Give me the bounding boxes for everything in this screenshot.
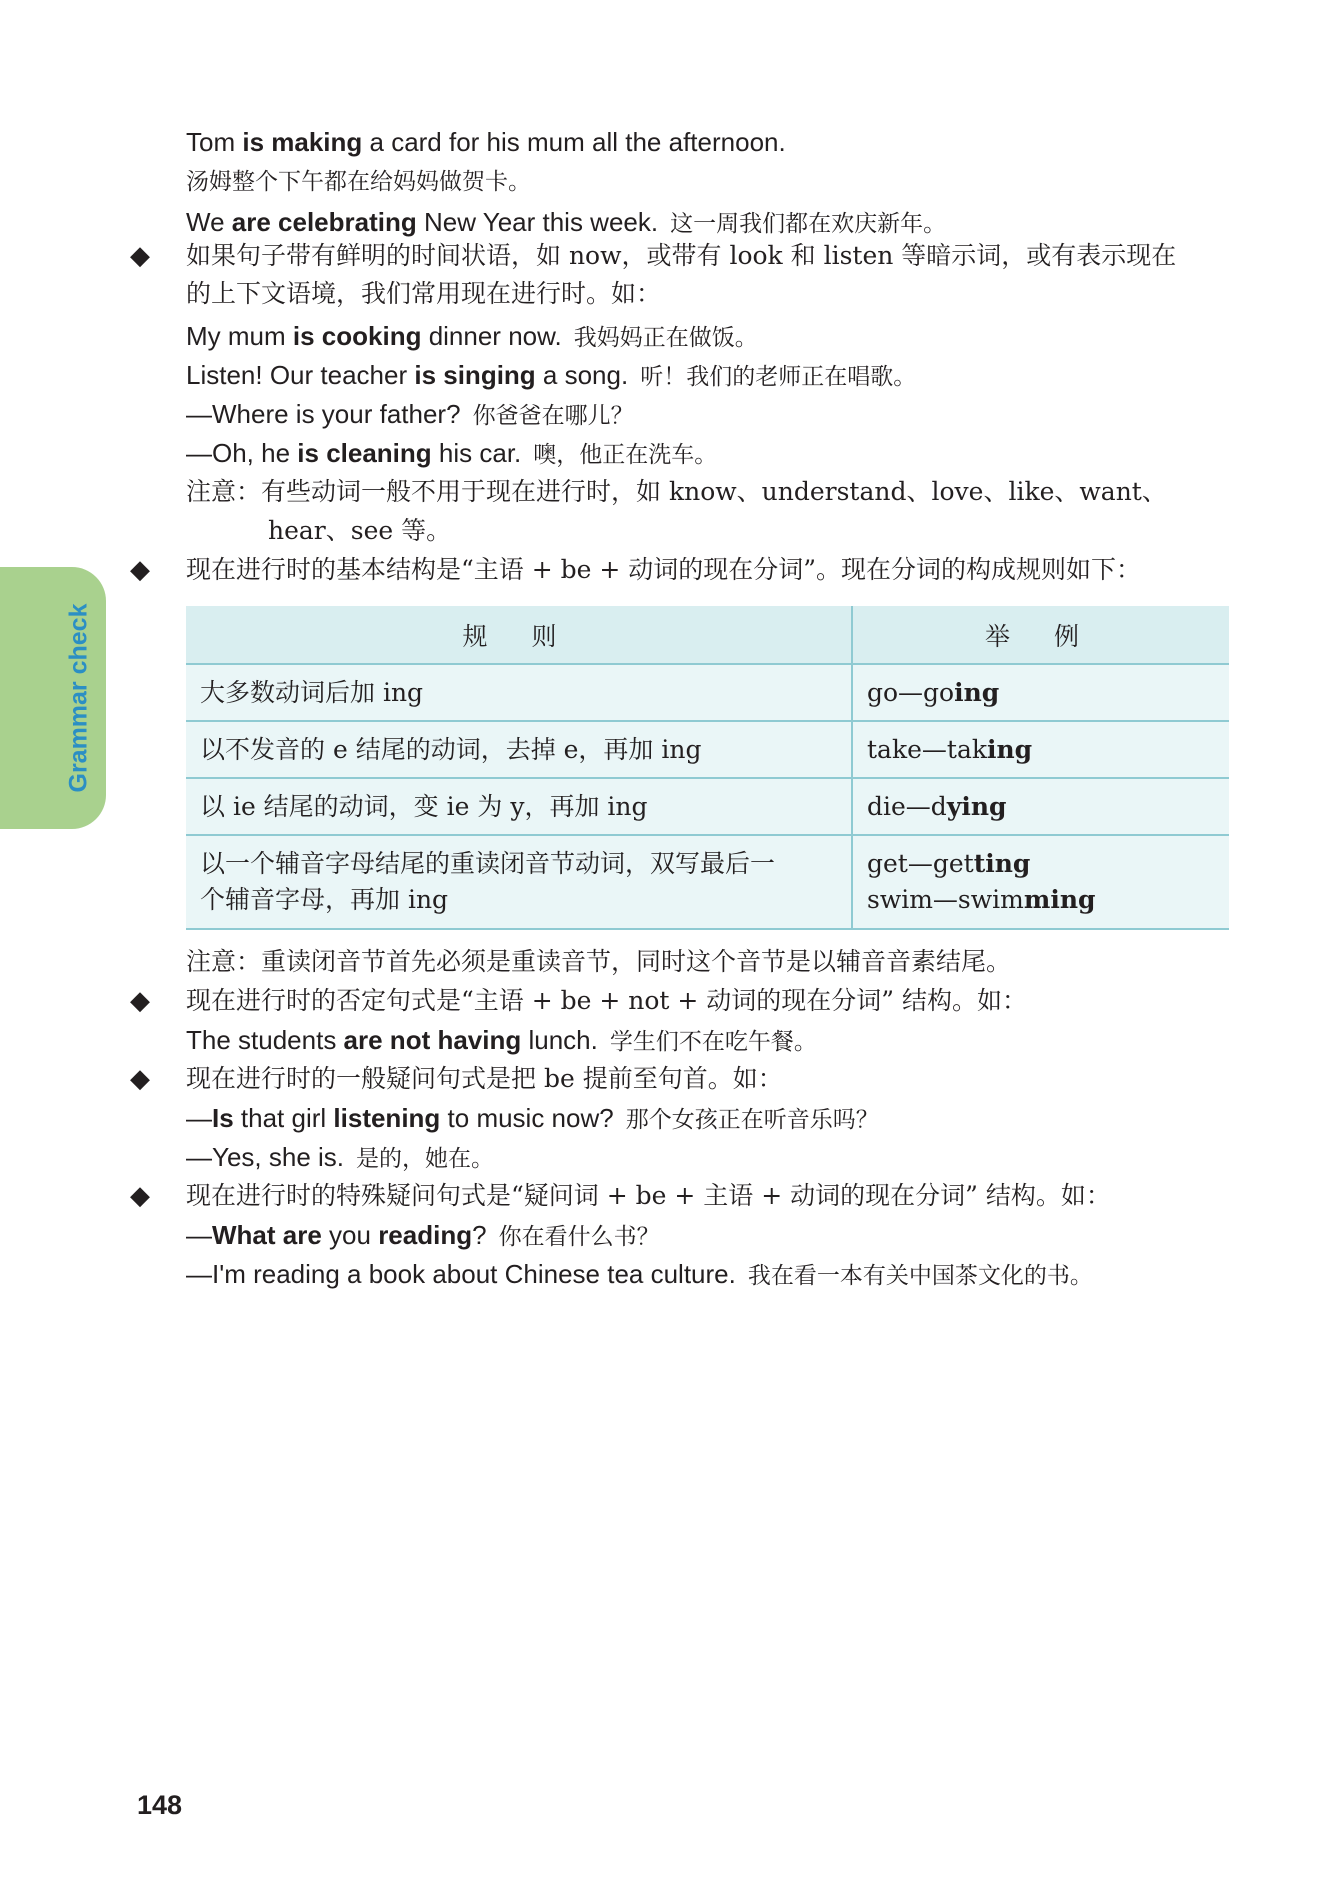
rules-table [186, 606, 1229, 930]
example-line: —What are you reading? 你在看什么书？ [186, 1220, 660, 1250]
paragraph: 现在进行时的特殊疑问句式是“疑问词 + be + 主语 + 动词的现在分词” 结构。如： [186, 1181, 1111, 1210]
example-cell: take—taking [852, 721, 1229, 778]
example-line: —Is that girl listening to music now? 那个女孩正在听音乐吗？ [186, 1103, 879, 1133]
example-line: My mum is cooking dinner now. 我妈妈正在做饭。 [186, 321, 758, 351]
example-line: —I'm reading a book about Chinese tea culture. 我在看一本有关中国茶文化的书。 [186, 1259, 1093, 1289]
note: 注意：重读闭音节首先必须是重读音节，同时这个音节是以辅音音素结尾。 [186, 947, 1012, 976]
bullet-diamond-icon: ◆ [130, 1064, 150, 1094]
bullet-diamond-icon: ◆ [130, 986, 150, 1016]
bullet-diamond-icon: ◆ [130, 555, 150, 585]
note: hear、see 等。 [268, 516, 452, 545]
bullet-diamond-icon: ◆ [130, 1181, 150, 1211]
rule-cell: 以一个辅音字母结尾的重读闭音节动词，双写最后一 个辅音字母，再加 ing [186, 835, 852, 929]
example-line: —Yes, she is. 是的，她在。 [186, 1142, 495, 1172]
example-line: The students are not having lunch. 学生们不在吃午餐。 [186, 1025, 817, 1055]
example-cell: die—dying [852, 778, 1229, 835]
paragraph: 现在进行时的否定句式是“主语 + be + not + 动词的现在分词” 结构。如： [186, 986, 1028, 1015]
page-number: 148 [137, 1790, 183, 1820]
paragraph: 现在进行时的一般疑问句式是把 be 提前至句首。如： [186, 1064, 783, 1093]
example-line: —Oh, he is cleaning his car. 噢，他正在洗车。 [186, 438, 718, 468]
example-line: Listen! Our teacher is singing a song. 听！我们的老师正在唱歌。 [186, 360, 917, 390]
example-line: We are celebrating New Year this week. 这一周我们都在欢庆新年。 [186, 207, 947, 237]
rule-cell: 大多数动词后加 ing [186, 664, 852, 721]
example-line: —Where is your father? 你爸爸在哪儿？ [186, 399, 634, 429]
table-row [186, 721, 1229, 778]
paragraph: 如果句子带有鲜明的时间状语，如 now，或带有 look 和 listen 等暗示词，或有表示现在 [186, 241, 1177, 270]
paragraph: 的上下文语境，我们常用现在进行时。如： [186, 279, 662, 308]
bullet-diamond-icon: ◆ [130, 241, 150, 271]
table-row [186, 778, 1229, 835]
paragraph: 现在进行时的基本结构是“主语 + be + 动词的现在分词”。现在分词的构成规则如下： [186, 555, 1142, 584]
rule-cell: 以 ie 结尾的动词，变 ie 为 y，再加 ing [186, 778, 852, 835]
example-cell: go—going [852, 664, 1229, 721]
rule-cell: 以不发音的 e 结尾的动词，去掉 e，再加 ing [186, 721, 852, 778]
table-header: 举 例 [852, 606, 1229, 664]
example-translation: 汤姆整个下午都在给妈妈做贺卡。 [186, 168, 531, 194]
table-row [186, 835, 1229, 929]
example-line: Tom is making a card for his mum all the afternoon. [186, 127, 786, 157]
table-header: 规 则 [186, 606, 852, 664]
table-header-row [186, 606, 1229, 664]
note: 注意：有些动词一般不用于现在进行时，如 know、understand、love、like、want、 [186, 477, 1167, 506]
side-tab-label: Grammar check [64, 603, 93, 793]
example-cell: get—getting swim—swimming [852, 835, 1229, 929]
table-row [186, 664, 1229, 721]
